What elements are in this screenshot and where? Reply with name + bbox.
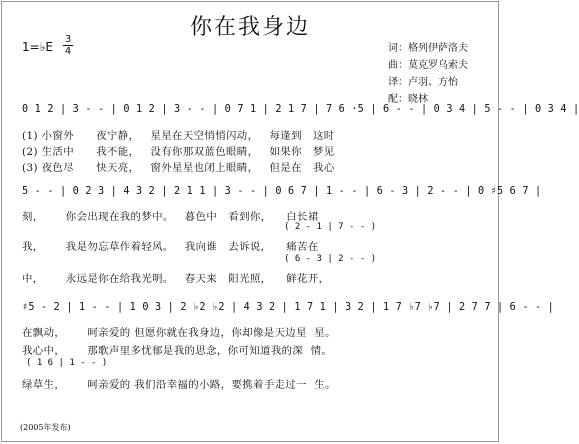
lyric-line-2-1: 刻， 你会出现在我的梦中。 暮色中 看到你， 白长裙 bbox=[22, 211, 319, 223]
credit-arranger: 配：晓林 bbox=[388, 94, 428, 105]
lyric-line-3-1: 在飘动， 呵亲爱的 但愿你就在我身边，你却像是天边星 星。 bbox=[22, 327, 336, 339]
alt-notation-2a: ( 2 - 1 | 7 - - ) bbox=[284, 222, 377, 232]
credit-composer: 曲：莫克罗乌索夫 bbox=[388, 60, 468, 71]
lyric-line-1-3: (3) 夜色尽 快天亮， 窗外星星也闭上眼睛， 但是在 我心 bbox=[22, 162, 335, 174]
lyric-line-1-2: (2) 生活中 我不能， 没有你那双蓝色眼睛， 如果你 梦见 bbox=[22, 146, 335, 158]
lyric-line-2-2: 我， 我是勿忘草作着轻风。 我向谁 去诉说， 痛苦在 bbox=[22, 241, 319, 253]
time-signature bbox=[62, 34, 74, 57]
lyric-line-3-2: 我心中， 那歌声里多忧郁是我的思念，你可知道我的深 情。 bbox=[22, 345, 333, 357]
song-title: 你在我身边 bbox=[189, 15, 310, 40]
notation-line-1: 0 1 2 | 3 - - | 0 1 2 | 3 - - | 0 7 1 | 2 1 7 | 7 6 ·5 | 6 - - | 0 3 4 | 5 - - | 0 3 4 | bbox=[22, 104, 579, 115]
alt-notation-2b: ( 6 - 3 | 2 - - ) bbox=[284, 254, 377, 264]
meter-bottom: 4 bbox=[64, 46, 72, 57]
notation-line-3: ♯5 - 2 | 1 - - | 1 0 3 | 2 ♭2 ♭2 | 4 3 2 | 1 7 1 | 3 2 | 1 7 ♭7 ♭7 | 2 7 7 | 6 - - | bbox=[22, 302, 555, 313]
alt-notation-3: ( 1 6 | 1 - - ) bbox=[26, 358, 108, 368]
credit-lyricist: 词：格列伊萨洛夫 bbox=[388, 43, 468, 54]
lyric-line-3-3: 绿草生， 呵亲爱的 我们沿幸福的小路，要携着手走过一 生。 bbox=[22, 379, 336, 391]
key-signature: 1=♭E bbox=[22, 40, 53, 54]
lyric-line-1-1: (1) 小窗外 夜宁静， 星星在天空悄悄闪动， 每逢到 这时 bbox=[22, 130, 335, 142]
meter-top: 3 bbox=[64, 34, 72, 45]
credits-block bbox=[388, 40, 468, 108]
sheet-music-page bbox=[1, 1, 579, 442]
lyric-line-2-3: 中， 永远是你在给我光明。 春天来 阳光照， 鲜花开， bbox=[22, 273, 330, 285]
publish-note: (2005年发布) bbox=[20, 423, 71, 432]
notation-line-2: 5 - - | 0 2 3 | 4 3 2 | 2 1 1 | 3 - - | 0 6 7 | 1 - - | 6 - 3 | 2 - - | 0 ♯5 6 7 | bbox=[22, 186, 542, 197]
credit-translator: 译：卢羽、方怡 bbox=[388, 77, 458, 88]
